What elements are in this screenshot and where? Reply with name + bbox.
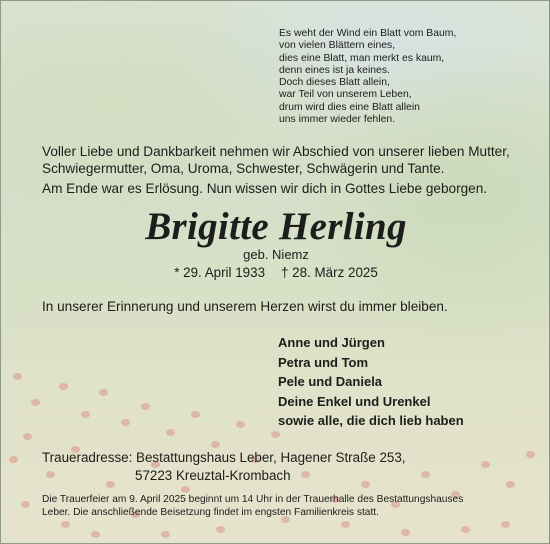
poem-line: war Teil von unserem Leben, — [279, 89, 412, 101]
intro-line: Schwiegermutter, Oma, Uroma, Schwester, Schwägerin und Tante. — [42, 161, 445, 176]
mourner: Anne und Jürgen — [278, 335, 385, 350]
poem — [279, 28, 529, 126]
intro-line: Am Ende war es Erlösung. Nun wissen wir dich in Gottes Liebe geborgen. — [42, 181, 488, 196]
mourner: sowie alle, die dich lieb haben — [278, 413, 464, 428]
poem-line: drum wird dies eine Blatt allein — [279, 101, 420, 113]
poem-line: denn eines ist ja keines. — [279, 64, 390, 76]
intro-line: Voller Liebe und Dankbarkeit nehmen wir Abschied von unserer lieben Mutter, — [42, 144, 510, 159]
mourners-list — [278, 333, 464, 431]
poem-line: Doch dieses Blatt allein, — [279, 77, 390, 89]
mourner: Pele und Daniela — [278, 374, 383, 389]
address-line: Traueradresse: Bestattungshaus Leber, Hagener Straße 253, — [42, 450, 406, 465]
intro-text — [42, 143, 532, 197]
memory-line: In unserer Erinnerung und unserem Herzen wirst du immer bleiben. — [42, 299, 448, 314]
mourner: Deine Enkel und Urenkel — [278, 393, 431, 409]
life-dates — [1, 265, 550, 280]
mourning-address — [42, 449, 406, 484]
notice-content — [1, 1, 549, 543]
birth-date: * 29. April 1933 — [174, 265, 266, 280]
address-line: 57223 Kreuztal-Krombach — [135, 467, 291, 483]
funeral-info-line: Leber. Die anschließende Beisetzung findet im engsten Familienkreis statt. — [42, 507, 379, 518]
funeral-info — [42, 493, 522, 519]
poem-line: von vielen Blättern eines, — [279, 40, 396, 52]
funeral-info-line: Die Trauerfeier am 9. April 2025 beginnt um 14 Uhr in der Trauerhalle des Bestattungshauses — [42, 494, 464, 505]
poem-line: Es weht der Wind ein Blatt vom Baum, — [279, 28, 457, 39]
poem-line: dies eine Blatt, man merkt es kaum, — [279, 52, 445, 64]
death-date: † 28. März 2025 — [281, 265, 378, 280]
deceased-name: Brigitte Herling — [145, 205, 407, 248]
birth-name: geb. Niemz — [243, 247, 309, 262]
mourner: Petra und Tom — [278, 354, 369, 370]
poem-line: uns immer wieder fehlen. — [279, 114, 396, 126]
